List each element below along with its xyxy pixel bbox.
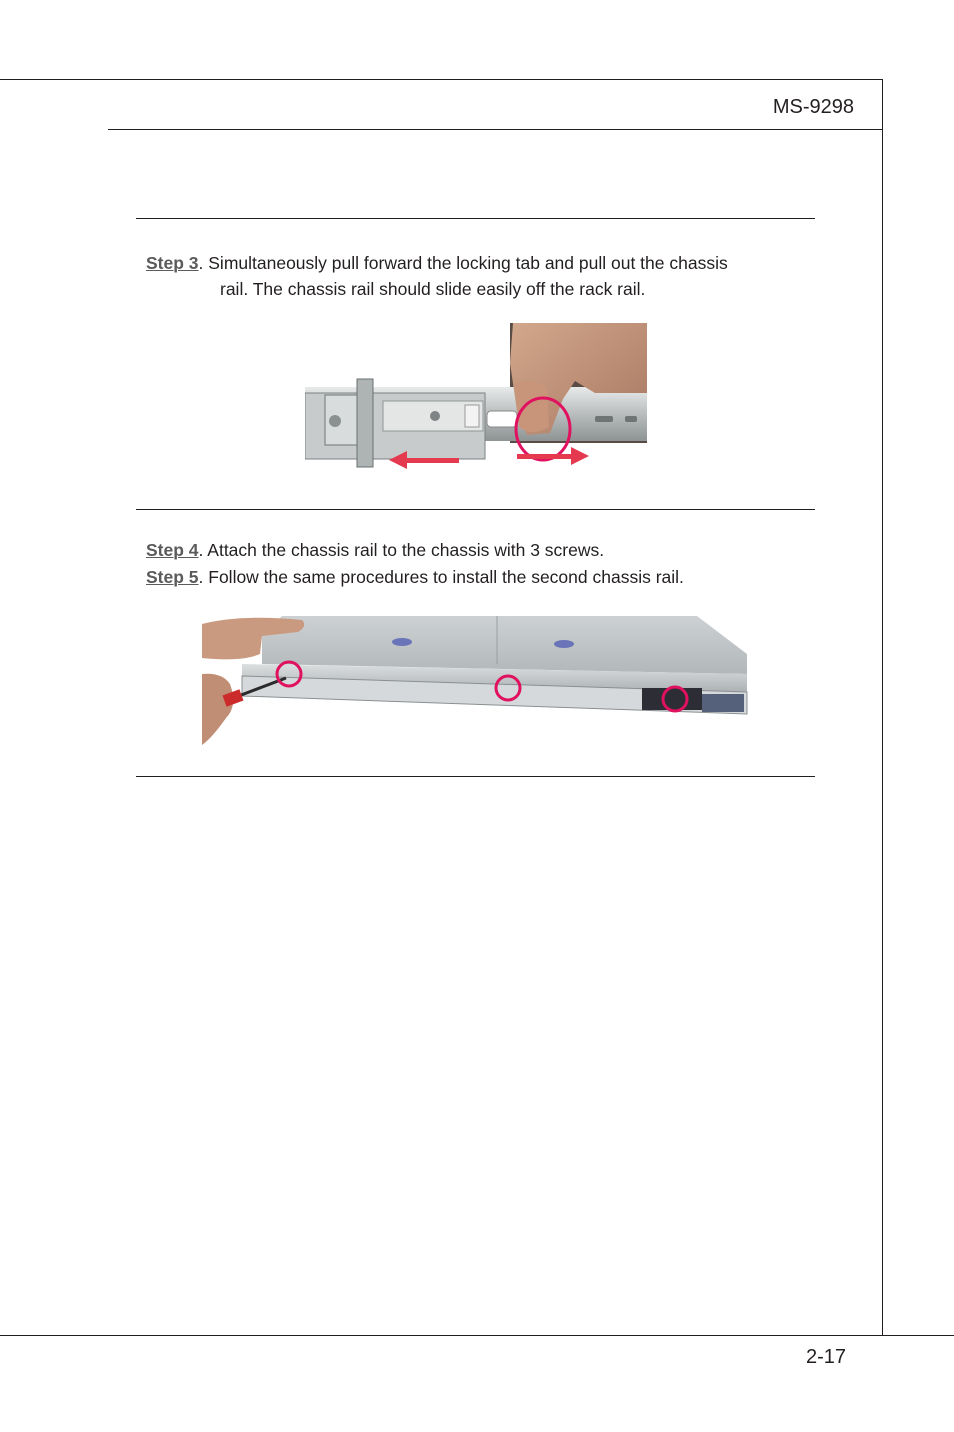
step-3 — [146, 250, 826, 302]
header-bottom-rule — [108, 129, 883, 130]
photo-chassis-rail — [202, 614, 750, 745]
page-number: 2-17 — [805, 1346, 846, 1368]
step-3-label: Step 3 — [146, 253, 199, 273]
step-5-text: . Follow the same procedures to install the second chassis rail. — [198, 567, 684, 587]
step-5-label: Step 5 — [146, 567, 199, 587]
step-3-text-cont: rail. The chassis rail should slide easily off the rack rail. — [220, 279, 646, 299]
section-rule-2 — [136, 509, 815, 510]
step-4-text: . Attach the chassis rail to the chassis with 3 screws. — [198, 540, 605, 560]
step-4 — [146, 537, 826, 563]
page-right-border — [882, 79, 883, 1335]
footer-rule — [0, 1335, 954, 1336]
section-rule-1 — [136, 218, 815, 219]
step-5 — [146, 564, 826, 590]
header-top-rule — [0, 79, 883, 80]
model-name: MS-9298 — [772, 96, 854, 118]
section-rule-3 — [136, 776, 815, 777]
step-3-text: . Simultaneously pull forward the locking tab and pull out the chassis — [198, 253, 728, 273]
step-4-label: Step 4 — [146, 540, 199, 560]
photo-locking-tab — [305, 323, 647, 470]
